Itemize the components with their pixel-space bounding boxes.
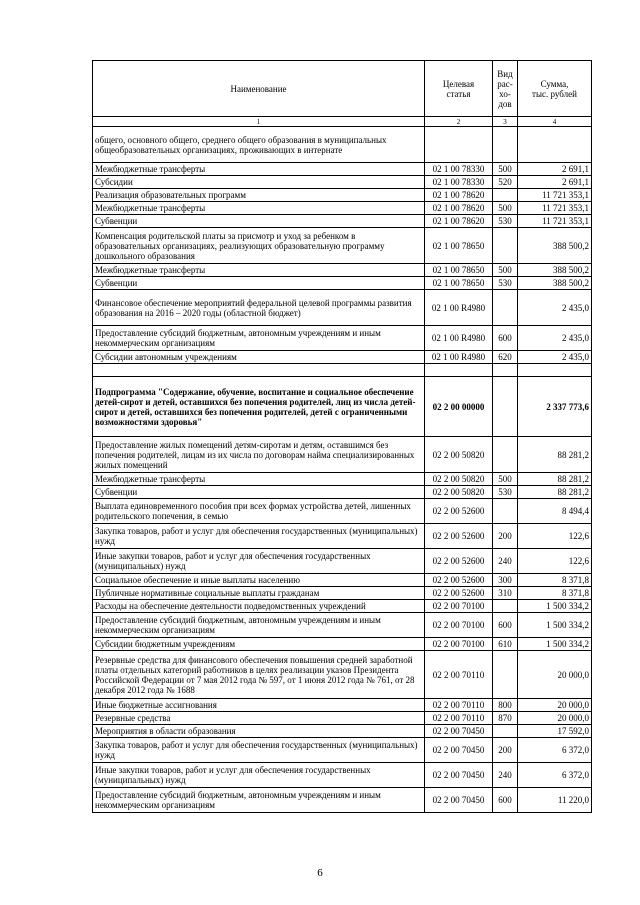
row-name-cell: Субсидии [93, 176, 425, 189]
table-row [93, 163, 592, 176]
row-type-cell: 240 [493, 763, 518, 788]
header-name: Наименование [93, 61, 425, 117]
row-code-cell: 02 2 00 00000 [425, 377, 493, 437]
row-name-cell: Финансовое обеспечение мероприятий федеральной целевой программы развития образования на 2016 – 2020 годы (областной бюджет) [93, 290, 425, 326]
row-name-cell: Иные закупки товаров, работ и услуг для обеспечения государственных (муниципальных) нужд [93, 763, 425, 788]
row-name-cell: Субсидии бюджетным учреждениям [93, 638, 425, 651]
row-code-cell [425, 127, 493, 163]
row-name-cell: Расходы на обеспечение деятельности подведомственных учреждений [93, 600, 425, 613]
empty-row [93, 364, 592, 377]
row-code-cell: 02 1 00 78650 [425, 264, 493, 277]
row-sum-cell: 1 500 334,2 [518, 600, 592, 613]
row-type-cell [493, 725, 518, 738]
row-sum-cell: 88 281,2 [518, 437, 592, 473]
row-sum-cell: 8 371,8 [518, 574, 592, 587]
page-number: 6 [317, 867, 323, 879]
row-sum-cell: 20 000,0 [518, 651, 592, 699]
row-type-cell: 240 [493, 549, 518, 574]
row-type-cell: 530 [493, 277, 518, 290]
row-type-cell: 500 [493, 264, 518, 277]
row-type-cell [493, 290, 518, 326]
row-sum-cell: 122,6 [518, 524, 592, 549]
row-type-cell: 600 [493, 613, 518, 638]
row-sum-cell [518, 127, 592, 163]
row-type-cell: 500 [493, 473, 518, 486]
header-code-label: Целевая статья [442, 78, 475, 99]
table-row [93, 712, 592, 725]
row-sum-cell: 1 500 334,2 [518, 638, 592, 651]
row-name-cell: Предоставление субсидий бюджетным, автономным учреждениям и иным некоммерческим организациям [93, 326, 425, 351]
row-code-cell: 02 2 00 70450 [425, 763, 493, 788]
row-sum-cell: 88 281,2 [518, 473, 592, 486]
row-name-cell: Компенсация родительской платы за присмотр и уход за ребенком в образовательных организациях, реализующих образовательную программу дошкольного образования [93, 228, 425, 264]
row-code-cell: 02 1 00 78620 [425, 215, 493, 228]
row-sum-cell: 11 721 353,1 [518, 202, 592, 215]
row-type-cell: 520 [493, 176, 518, 189]
column-number: 3 [493, 117, 518, 127]
header-type-line: Вид [497, 68, 513, 79]
header-type-line: рас- [497, 78, 513, 89]
table-row [93, 699, 592, 712]
column-number: 1 [93, 117, 425, 127]
row-code-cell: 02 1 00 78650 [425, 277, 493, 290]
table-row [93, 725, 592, 738]
table-row [93, 651, 592, 699]
row-sum-cell [518, 364, 592, 377]
table-row [93, 613, 592, 638]
table-row [93, 377, 592, 437]
row-sum-cell: 2 435,0 [518, 326, 592, 351]
row-code-cell: 02 2 00 52600 [425, 549, 493, 574]
table-row [93, 127, 592, 163]
table-row [93, 326, 592, 351]
budget-table [92, 60, 592, 813]
row-code-cell: 02 2 00 50820 [425, 473, 493, 486]
row-type-cell [493, 189, 518, 202]
row-sum-cell: 11 721 353,1 [518, 189, 592, 202]
row-type-cell: 600 [493, 326, 518, 351]
table-row [93, 437, 592, 473]
table-row [93, 763, 592, 788]
row-name-cell: Предоставление субсидий бюджетным, автономным учреждениям и иным некоммерческим организациям [93, 788, 425, 813]
table-row [93, 264, 592, 277]
row-sum-cell: 2 435,0 [518, 351, 592, 364]
row-code-cell: 02 1 00 R4980 [425, 351, 493, 364]
row-code-cell: 02 2 00 52600 [425, 499, 493, 524]
row-sum-cell: 1 500 334,2 [518, 613, 592, 638]
row-code-cell: 02 2 00 52600 [425, 524, 493, 549]
row-name-cell: Публичные нормативные социальные выплаты гражданам [93, 587, 425, 600]
row-sum-cell: 6 372,0 [518, 738, 592, 763]
row-name-cell: Выплата единовременного пособия при всех формах устройства детей, лишенных родительского попечения, в семью [93, 499, 425, 524]
header-row [93, 61, 592, 117]
row-type-cell: 200 [493, 738, 518, 763]
header-code [425, 61, 493, 117]
row-sum-cell: 8 494,4 [518, 499, 592, 524]
row-type-cell [493, 228, 518, 264]
table-row [93, 587, 592, 600]
row-sum-cell: 17 592,0 [518, 725, 592, 738]
row-type-cell [493, 437, 518, 473]
row-name-cell: Межбюджетные трансферты [93, 264, 425, 277]
table-row [93, 189, 592, 202]
row-sum-cell: 88 281,2 [518, 486, 592, 499]
row-name-cell: Межбюджетные трансферты [93, 473, 425, 486]
row-name-cell: Межбюджетные трансферты [93, 163, 425, 176]
row-code-cell: 02 2 00 70100 [425, 600, 493, 613]
budget-document [92, 60, 591, 813]
row-sum-cell: 388 500,2 [518, 228, 592, 264]
row-type-cell: 610 [493, 638, 518, 651]
row-type-cell: 300 [493, 574, 518, 587]
row-name-cell: общего, основного общего, среднего общего образования в муниципальных общеобразовательных организациях, проживающих в интернате [93, 127, 425, 163]
row-name-cell: Закупка товаров, работ и услуг для обеспечения государственных (муниципальных) нужд [93, 524, 425, 549]
table-row [93, 277, 592, 290]
row-code-cell: 02 2 00 52600 [425, 587, 493, 600]
row-code-cell: 02 1 00 78330 [425, 176, 493, 189]
row-name-cell: Иные закупки товаров, работ и услуг для обеспечения государственных (муниципальных) нужд [93, 549, 425, 574]
row-name-cell: Субсидии автономным учреждениям [93, 351, 425, 364]
table-row [93, 788, 592, 813]
row-code-cell: 02 2 00 70100 [425, 638, 493, 651]
row-sum-cell: 2 435,0 [518, 290, 592, 326]
table-row [93, 549, 592, 574]
row-code-cell: 02 1 00 78620 [425, 189, 493, 202]
row-name-cell [93, 364, 425, 377]
row-type-cell [493, 377, 518, 437]
row-name-cell: Субвенции [93, 277, 425, 290]
header-type-line: хо- [499, 88, 511, 99]
row-type-cell: 530 [493, 486, 518, 499]
row-type-cell: 800 [493, 699, 518, 712]
row-sum-cell: 8 371,8 [518, 587, 592, 600]
row-name-cell: Предоставление субсидий бюджетным, автономным учреждениям и иным некоммерческим организациям [93, 613, 425, 638]
row-type-cell: 530 [493, 215, 518, 228]
row-type-cell [493, 651, 518, 699]
row-code-cell: 02 2 00 70450 [425, 738, 493, 763]
row-code-cell: 02 2 00 70110 [425, 699, 493, 712]
row-code-cell: 02 2 00 52600 [425, 574, 493, 587]
row-code-cell: 02 2 00 70100 [425, 613, 493, 638]
row-code-cell: 02 2 00 70450 [425, 725, 493, 738]
row-sum-cell: 2 337 773,6 [518, 377, 592, 437]
table-row [93, 486, 592, 499]
row-sum-cell: 11 721 353,1 [518, 215, 592, 228]
row-name-cell: Предоставление жилых помещений детям-сиротам и детям, оставшимся без попечения родителей, лицам из их числа по договорам найма специализированных жилых помещений [93, 437, 425, 473]
row-code-cell: 02 2 00 50820 [425, 437, 493, 473]
header-sum [518, 61, 592, 117]
table-row [93, 351, 592, 364]
row-sum-cell: 6 372,0 [518, 763, 592, 788]
row-name-cell: Подпрограмма "Содержание, обучение, воспитание и социальное обеспечение детей-сирот и детей, оставшихся без попечения родителей, лиц из числа детей-сирот и детей, оставшихся без попечения родителей, детей с ограниченными возможностями здоровья" [93, 377, 425, 437]
row-type-cell [493, 600, 518, 613]
table-row [93, 176, 592, 189]
row-code-cell: 02 2 00 70450 [425, 788, 493, 813]
row-code-cell: 02 1 00 78620 [425, 202, 493, 215]
row-code-cell: 02 1 00 78650 [425, 228, 493, 264]
table-row [93, 228, 592, 264]
row-name-cell: Межбюджетные трансферты [93, 202, 425, 215]
row-sum-cell: 2 691,1 [518, 163, 592, 176]
row-type-cell [493, 499, 518, 524]
row-type-cell [493, 127, 518, 163]
row-sum-cell: 11 220,0 [518, 788, 592, 813]
row-sum-cell: 2 691,1 [518, 176, 592, 189]
row-name-cell: Резервные средства [93, 712, 425, 725]
row-type-cell: 600 [493, 788, 518, 813]
row-name-cell: Субвенции [93, 215, 425, 228]
row-sum-cell: 20 000,0 [518, 712, 592, 725]
row-name-cell: Иные бюджетные ассигнования [93, 699, 425, 712]
table-row [93, 600, 592, 613]
row-type-cell: 310 [493, 587, 518, 600]
row-name-cell: Резервные средства для финансового обеспечения повышения средней заработной платы отдельных категорий работников в целях реализации указов Президента Российской Федерации от 7 мая 2012 года № 597, от 1 июня 2012 года № 761, от 28 декабря 2012 года № 1688 [93, 651, 425, 699]
row-code-cell: 02 2 00 50820 [425, 486, 493, 499]
row-code-cell: 02 2 00 70110 [425, 712, 493, 725]
column-number: 4 [518, 117, 592, 127]
table-row [93, 473, 592, 486]
row-type-cell [493, 364, 518, 377]
header-type-line: дов [498, 98, 512, 109]
row-name-cell: Закупка товаров, работ и услуг для обеспечения государственных (муниципальных) нужд [93, 738, 425, 763]
header-expense-type [493, 61, 518, 117]
table-row [93, 574, 592, 587]
row-name-cell: Субвенции [93, 486, 425, 499]
row-code-cell: 02 1 00 R4980 [425, 290, 493, 326]
table-row [93, 215, 592, 228]
table-body [93, 127, 592, 813]
header-sum-line: тыс. рублей [532, 88, 577, 99]
row-name-cell: Социальное обеспечение и иные выплаты населению [93, 574, 425, 587]
row-code-cell: 02 1 00 R4980 [425, 326, 493, 351]
row-sum-cell: 388 500,2 [518, 264, 592, 277]
row-code-cell: 02 1 00 78330 [425, 163, 493, 176]
row-sum-cell: 20 000,0 [518, 699, 592, 712]
column-number: 2 [425, 117, 493, 127]
table-row [93, 524, 592, 549]
row-type-cell: 200 [493, 524, 518, 549]
table-row [93, 638, 592, 651]
row-type-cell: 500 [493, 163, 518, 176]
row-name-cell: Реализация образовательных программ [93, 189, 425, 202]
table-row [93, 202, 592, 215]
column-number-row [93, 117, 592, 127]
table-row [93, 499, 592, 524]
table-row [93, 290, 592, 326]
row-code-cell: 02 2 00 70110 [425, 651, 493, 699]
row-type-cell: 870 [493, 712, 518, 725]
table-row [93, 738, 592, 763]
header-sum-line: Сумма, [540, 78, 569, 89]
row-type-cell: 620 [493, 351, 518, 364]
row-sum-cell: 122,6 [518, 549, 592, 574]
row-sum-cell: 388 500,2 [518, 277, 592, 290]
row-type-cell: 500 [493, 202, 518, 215]
row-name-cell: Мероприятия в области образования [93, 725, 425, 738]
row-code-cell [425, 364, 493, 377]
